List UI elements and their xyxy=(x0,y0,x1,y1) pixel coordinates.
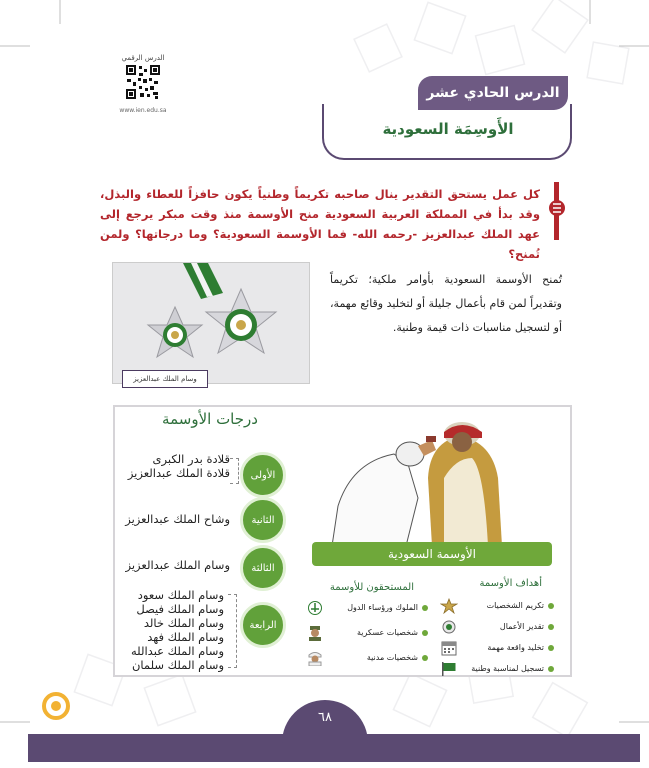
star-badge-icon xyxy=(440,619,458,635)
intro-marker-icon xyxy=(548,182,566,240)
lesson-paragraph: تُمنح الأوسمة السعودية بأوامر ملكية؛ تكريماً وتقديراً لمن قام بأعمال جليلة أو لتخليد وقائع مهمة، أو لتسجيل مناسبات ذات قيمة وطنية. xyxy=(330,273,562,334)
eligible-heading: المستحقون للأوسمة xyxy=(329,582,414,593)
medal-ceremony-illustration xyxy=(332,418,532,546)
bullet-icon xyxy=(548,666,554,672)
medal-photo xyxy=(112,262,310,384)
soldier-icon xyxy=(306,625,324,641)
eligible-item: الملوك ورؤساء الدول xyxy=(306,600,428,616)
photo-caption: وسام الملك عبدالعزيز xyxy=(122,370,208,388)
grade-item: وشاح الملك عبدالعزيز xyxy=(125,512,230,526)
goals-heading: أهداف الأوسمة xyxy=(479,578,542,589)
emblem-icon xyxy=(306,600,324,616)
grade-circle-1: الأولى xyxy=(240,452,286,498)
goal-item: تكريم الشخصيات xyxy=(440,598,554,614)
grades-title: درجات الأوسمة xyxy=(162,410,258,428)
eligible-item: شخصيات عسكرية xyxy=(306,625,428,641)
grade-circle-2: الثانية xyxy=(240,497,286,543)
lesson-number-tab: الدرس الحادي عشر xyxy=(418,76,568,110)
grade-item: قلادة الملك عبدالعزيز xyxy=(127,466,230,480)
grade-item: قلادة بدر الكبرى xyxy=(152,452,230,466)
grade-item: وسام الملك فيصل xyxy=(136,602,224,616)
calendar-icon xyxy=(440,640,458,656)
grade-circle-4: الرابعة xyxy=(240,602,286,648)
saudi-orders-bar: الأوسمة السعودية xyxy=(312,542,552,566)
eligible-item: شخصيات مدنية xyxy=(306,650,428,666)
bullet-icon xyxy=(422,605,428,611)
goals-list xyxy=(440,598,554,677)
goal-item: تقدير الأعمال xyxy=(440,619,554,635)
qr-code-icon xyxy=(125,64,161,100)
grade-bracket xyxy=(228,594,237,668)
bullet-icon xyxy=(548,645,554,651)
decorative-logo-icon xyxy=(42,692,70,720)
grade-circle-3: الثالثة xyxy=(240,545,286,591)
grade-item: وسام الملك خالد xyxy=(143,616,224,630)
qr-url: www.ien.edu.sa xyxy=(119,107,167,114)
eligible-list xyxy=(306,600,428,666)
grade-item: وسام الملك عبدالله xyxy=(130,644,224,658)
grade-4-items xyxy=(100,588,224,672)
bullet-icon xyxy=(422,630,428,636)
grade-3-items xyxy=(100,558,230,572)
civilian-icon xyxy=(306,650,324,666)
grade-2-items xyxy=(100,512,230,526)
flag-icon xyxy=(440,661,458,677)
digital-lesson-qr[interactable] xyxy=(112,52,174,122)
grade-item: وسام الملك سلمان xyxy=(131,658,224,672)
goal-item: تخليد واقعة مهمة xyxy=(440,640,554,656)
goal-item: تسجيل لمناسبة وطنية xyxy=(440,661,554,677)
grade-1-items xyxy=(100,452,230,480)
grade-item: وسام الملك سعود xyxy=(137,588,224,602)
medal-icon xyxy=(440,598,458,614)
bullet-icon xyxy=(548,624,554,630)
lesson-title: الأَوسِمَة السعودية xyxy=(382,120,514,138)
bullet-icon xyxy=(422,655,428,661)
page-number: ٦٨ xyxy=(318,710,332,725)
bullet-icon xyxy=(548,603,554,609)
grade-item: وسام الملك فهد xyxy=(147,630,224,644)
qr-label: الدرس الرقمي xyxy=(121,54,165,62)
grade-item: وسام الملك عبدالعزيز xyxy=(125,558,230,572)
grade-bracket xyxy=(230,458,239,484)
lesson-intro: كل عمل يستحق التقدير ينال صاحبه تكريماً وطنياً يكون حافزاً للعطاء والبذل، وقد بدأ في المملكة العربية السعودية منح الأوسمة منذ وقت مبكر يرجع إلى عهد الملك عبدالعزيز -رحمه الله- فما الأوسمة السعودية؟ وما درجاتها؟ ولمن تُمنح؟ xyxy=(100,187,540,261)
